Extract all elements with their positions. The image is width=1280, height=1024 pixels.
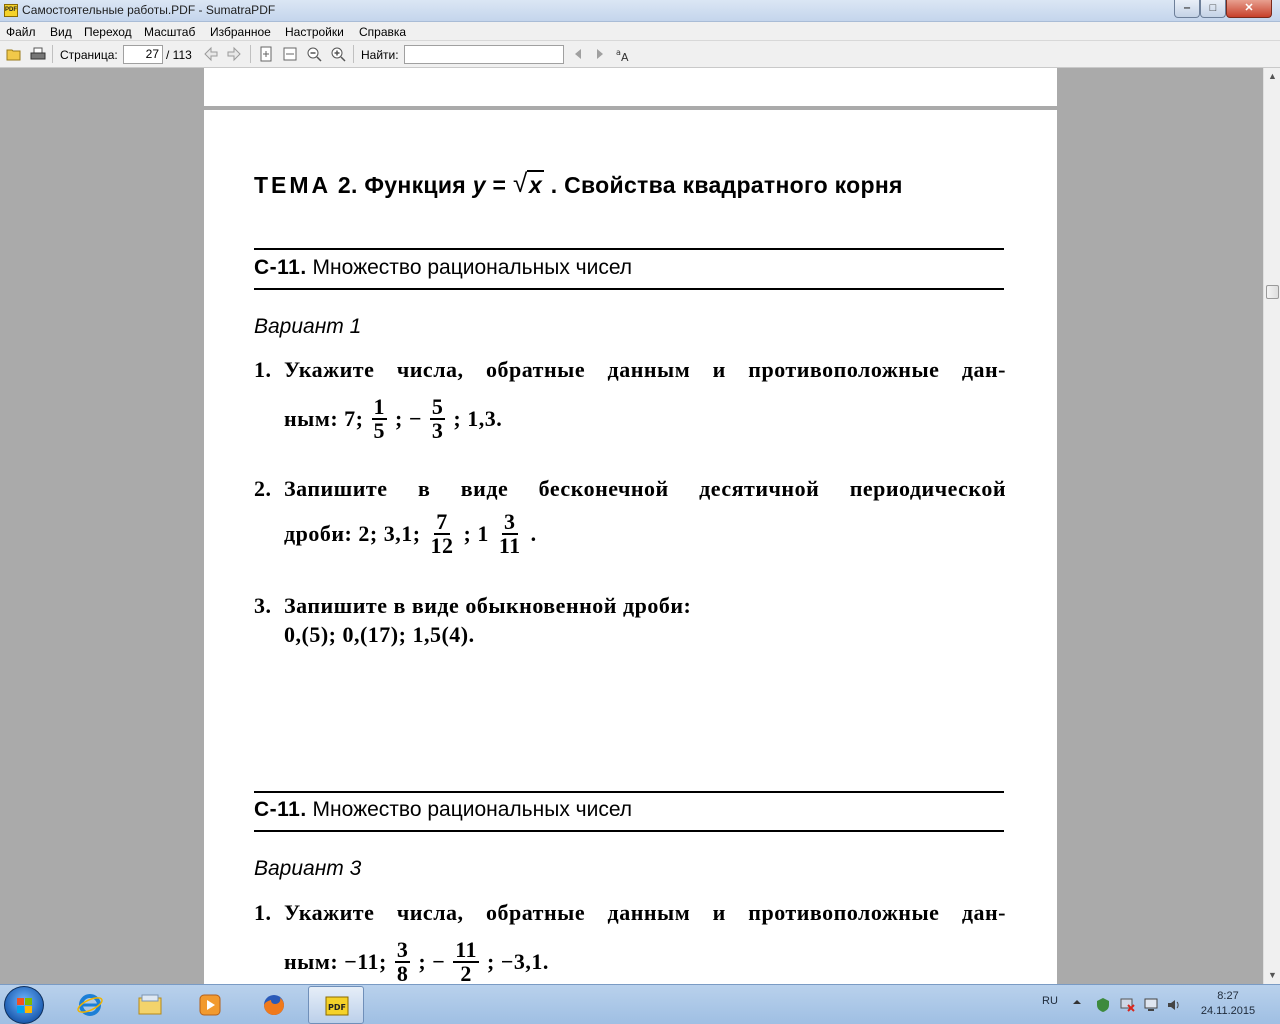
menu-settings[interactable]: Настройки [285, 25, 344, 39]
heading-number: 2. [337, 172, 358, 198]
task-text: Укажите числа, обратные данным и противоположные дан- [284, 900, 1006, 925]
task-values-start: ным: 7; [284, 406, 364, 431]
sqrt-radicand: x [528, 172, 543, 198]
numerator: 5 [431, 394, 444, 419]
media-player-taskbar-button[interactable] [182, 986, 238, 1024]
heading-y: y [472, 172, 486, 198]
section-code: С-11. [254, 798, 307, 821]
menu-favorites[interactable]: Избранное [210, 25, 271, 39]
open-folder-icon[interactable] [6, 46, 22, 62]
toolbar-separator [250, 45, 251, 63]
taskbar [0, 984, 1280, 1024]
task-values: 0,(5); 0,(17); 1,5(4). [284, 622, 475, 647]
task-values [284, 511, 537, 557]
task-values-tail: . [530, 521, 537, 546]
scroll-up-icon[interactable]: ▲ [1268, 71, 1277, 81]
fraction [429, 511, 456, 557]
page-label: Страница: [60, 48, 118, 62]
previous-page-bottom [204, 68, 1057, 106]
toolbar [0, 41, 1280, 68]
document-viewport[interactable] [0, 68, 1263, 984]
denominator: 3 [431, 418, 444, 443]
section-rule [254, 830, 1004, 832]
section-rule [254, 791, 1004, 793]
task-values-tail: ; 1,3. [453, 406, 503, 431]
variant-heading: Вариант 3 [254, 857, 362, 880]
fraction [372, 396, 388, 442]
task-values-sep: ; − [418, 949, 446, 974]
toolbar-separator [353, 45, 354, 63]
page-total: / 113 [166, 48, 192, 62]
denominator: 12 [430, 533, 454, 558]
find-input[interactable] [404, 45, 564, 64]
fit-page-icon[interactable] [258, 46, 274, 62]
prev-page-icon[interactable] [203, 46, 219, 62]
task-number: 2. [254, 476, 272, 501]
section-heading [254, 798, 632, 822]
menu-zoom[interactable]: Масштаб [144, 25, 196, 39]
task-values [284, 396, 502, 442]
next-page-icon[interactable] [226, 46, 242, 62]
menu-bar [0, 22, 1280, 41]
heading-tema: ТЕМА [254, 172, 332, 198]
sqrt-x [512, 168, 544, 199]
heading-func: Функция [364, 172, 466, 198]
print-icon[interactable] [30, 46, 46, 62]
maximize-button[interactable]: □ [1200, 0, 1226, 18]
internet-explorer-taskbar-button[interactable] [62, 986, 118, 1024]
close-button[interactable]: ✕ [1226, 0, 1272, 18]
menu-go[interactable]: Переход [84, 25, 132, 39]
page-number-input[interactable]: 27 [123, 45, 163, 64]
internet-explorer-icon [77, 993, 103, 1017]
task-values-sep: ; 1 [463, 521, 489, 546]
menu-file[interactable]: Файл [6, 25, 36, 39]
menu-help[interactable]: Справка [359, 25, 407, 39]
network-warning-icon[interactable] [1120, 997, 1136, 1016]
firefox-taskbar-button[interactable] [246, 986, 302, 1024]
task-values-sep: ; − [395, 406, 422, 431]
menu-view[interactable]: Вид [50, 25, 72, 39]
scrollbar-thumb[interactable] [1266, 285, 1279, 299]
fraction [395, 939, 411, 984]
task-text: Укажите числа, обратные данным и противоположные дан- [284, 357, 1006, 382]
zoom-out-icon[interactable] [306, 46, 322, 62]
task-values-start: ным: −11; [284, 949, 387, 974]
window-title: Самостоятельные работы.PDF - SumatraPDF [22, 3, 276, 17]
scroll-down-icon[interactable]: ▼ [1268, 970, 1277, 980]
windows-logo-icon [17, 998, 33, 1014]
network-icon[interactable] [1143, 997, 1159, 1016]
sumatrapdf-icon [324, 994, 350, 1018]
zoom-in-icon[interactable] [330, 46, 346, 62]
clock-date: 24.11.2015 [1200, 1005, 1256, 1017]
folder-icon [137, 993, 163, 1017]
numerator: 7 [436, 509, 448, 534]
toolbar-separator [52, 45, 53, 63]
section-title: Множество рациональных чисел [312, 256, 633, 279]
clock-time: 8:27 [1217, 990, 1239, 1002]
pdf-page [204, 110, 1057, 984]
find-label: Найти: [361, 48, 399, 62]
vertical-scrollbar[interactable] [1263, 68, 1280, 984]
section-title: Множество рациональных чисел [312, 798, 633, 821]
heading-eq: = [492, 172, 507, 198]
start-button[interactable] [4, 986, 44, 1024]
denominator: 11 [498, 533, 521, 558]
firefox-icon [261, 993, 287, 1017]
svg-text:a: a [616, 48, 621, 57]
numerator: 11 [455, 937, 477, 962]
action-center-icon[interactable] [1095, 997, 1111, 1016]
task-text: Запишите в виде обыкновенной дроби: [284, 593, 692, 618]
section-rule [254, 248, 1004, 250]
task-values [284, 939, 549, 984]
fit-width-icon[interactable] [282, 46, 298, 62]
volume-icon[interactable] [1166, 997, 1182, 1016]
find-next-icon[interactable] [592, 46, 608, 62]
section-code: С-11. [254, 256, 307, 279]
task-number: 3. [254, 593, 272, 618]
denominator: 5 [373, 418, 385, 443]
numerator: 3 [396, 937, 409, 962]
heading-rest: . Свойства квадратного корня [550, 172, 903, 198]
radical-sign: √ [512, 168, 528, 198]
denominator: 8 [396, 961, 409, 984]
minimize-button[interactable]: ‒ [1174, 0, 1200, 18]
match-case-icon[interactable] [616, 46, 632, 62]
svg-text:A: A [621, 51, 629, 62]
system-clock[interactable] [1198, 989, 1258, 1019]
title-bar [0, 0, 1280, 22]
page-heading [254, 168, 903, 199]
language-indicator[interactable]: RU [1042, 995, 1058, 1007]
task-number: 1. [254, 357, 272, 382]
sumatrapdf-app-icon: PDF [4, 4, 18, 17]
fraction [430, 396, 446, 442]
numerator: 3 [504, 509, 516, 534]
task-values-tail: ; −3,1. [486, 949, 549, 974]
find-prev-icon[interactable] [570, 46, 586, 62]
variant-heading: Вариант 1 [254, 315, 362, 338]
fraction [497, 511, 523, 557]
show-hidden-icons-icon[interactable] [1072, 997, 1082, 1010]
task-number: 1. [254, 900, 272, 925]
svg-text:PDF: PDF [328, 1003, 346, 1012]
numerator: 1 [373, 394, 385, 419]
explorer-taskbar-button[interactable] [122, 986, 178, 1024]
section-heading [254, 256, 632, 280]
task-text: Запишите в виде бесконечной десятичной периодической [284, 476, 1006, 501]
denominator: 2 [460, 961, 472, 984]
section-rule [254, 288, 1004, 290]
task-values-start: дроби: 2; 3,1; [284, 521, 421, 546]
fraction [453, 939, 479, 984]
media-player-icon [197, 993, 223, 1017]
sumatrapdf-taskbar-button[interactable] [308, 986, 364, 1024]
